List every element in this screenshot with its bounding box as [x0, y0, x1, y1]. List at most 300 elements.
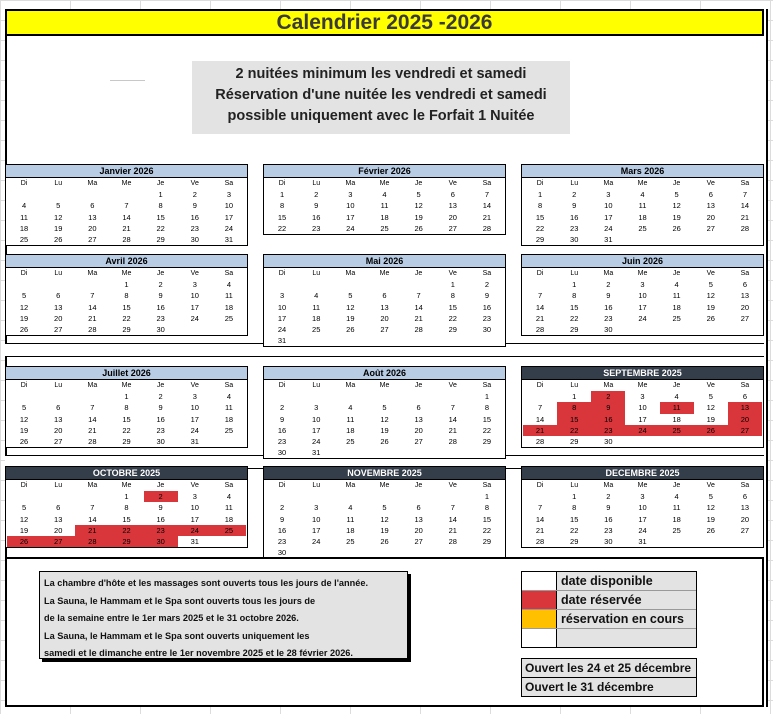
day-cell[interactable]: 24 — [224, 223, 234, 233]
day-cell[interactable]: 27 — [740, 313, 750, 323]
day-cell[interactable]: 16 — [604, 514, 613, 524]
day-cell[interactable]: 10 — [190, 291, 199, 301]
day-cell[interactable]: 24 — [312, 536, 321, 546]
day-cell[interactable]: 29 — [482, 436, 492, 446]
day-cell[interactable]: 9 — [158, 403, 163, 413]
day-cell[interactable]: 25 — [660, 425, 694, 436]
day-cell[interactable]: 14 — [448, 514, 457, 524]
day-cell[interactable]: 26 — [19, 324, 29, 334]
day-cell[interactable]: 6 — [382, 291, 387, 301]
day-cell[interactable]: 8 — [124, 403, 129, 413]
day-cell[interactable]: 14 — [535, 414, 545, 424]
day-cell[interactable]: 9 — [572, 201, 577, 211]
day-cell[interactable]: 21 — [414, 313, 423, 323]
day-cell[interactable]: 21 — [448, 425, 457, 435]
day-cell[interactable]: 25 — [380, 223, 389, 233]
day-cell[interactable]: 20 — [380, 313, 389, 323]
day-cell[interactable]: 16 — [570, 212, 579, 222]
day-cell[interactable]: 17 — [604, 212, 613, 222]
day-cell[interactable]: 22 — [448, 313, 457, 323]
day-cell[interactable]: 27 — [54, 324, 63, 334]
day-cell[interactable]: 22 — [122, 425, 131, 435]
day-cell[interactable]: 11 — [672, 291, 681, 301]
day-cell[interactable]: 11 — [346, 514, 355, 524]
day-cell[interactable]: 5 — [21, 291, 27, 301]
day-cell[interactable]: 5 — [708, 492, 713, 502]
day-cell[interactable]: 20 — [54, 525, 63, 535]
day-cell[interactable]: 9 — [158, 503, 163, 513]
day-cell[interactable]: 2 — [591, 391, 625, 402]
day-cell[interactable]: 6 — [56, 291, 61, 301]
day-cell[interactable]: 27 — [414, 436, 423, 446]
day-cell[interactable]: 28 — [482, 223, 492, 233]
day-cell[interactable]: 21 — [75, 525, 109, 536]
day-cell[interactable]: 10 — [277, 302, 287, 312]
day-cell[interactable]: 18 — [346, 425, 355, 435]
day-cell[interactable]: 6 — [742, 392, 747, 402]
day-cell[interactable]: 22 — [482, 425, 492, 435]
day-cell[interactable]: 27 — [728, 425, 762, 436]
day-cell[interactable]: 25 — [224, 313, 234, 323]
day-cell[interactable]: 14 — [482, 201, 492, 211]
day-cell[interactable]: 7 — [416, 291, 421, 301]
day-cell[interactable]: 23 — [591, 425, 625, 436]
day-cell[interactable]: 4 — [226, 392, 231, 402]
day-cell[interactable]: 26 — [7, 536, 41, 547]
day-cell[interactable]: 7 — [537, 503, 543, 513]
day-cell[interactable]: 22 — [122, 313, 131, 323]
day-cell[interactable]: 30 — [156, 436, 165, 446]
day-cell[interactable]: 18 — [672, 302, 681, 312]
day-cell[interactable]: 21 — [88, 313, 97, 323]
day-cell[interactable]: 22 — [482, 525, 492, 535]
day-cell[interactable]: 20 — [740, 302, 750, 312]
day-cell[interactable]: 25 — [638, 223, 647, 233]
day-cell[interactable]: 29 — [448, 324, 457, 334]
day-cell[interactable]: 9 — [606, 291, 611, 301]
day-cell[interactable]: 17 — [638, 414, 647, 424]
day-cell[interactable]: 3 — [640, 280, 645, 290]
day-cell[interactable]: 9 — [591, 402, 625, 413]
day-cell[interactable]: 4 — [226, 492, 231, 502]
day-cell[interactable]: 25 — [346, 536, 355, 546]
day-cell[interactable]: 19 — [414, 212, 423, 222]
day-cell[interactable]: 27 — [706, 223, 715, 233]
day-cell[interactable]: 15 — [448, 302, 457, 312]
day-cell[interactable]: 6 — [742, 280, 747, 290]
day-cell[interactable]: 12 — [19, 514, 29, 524]
day-cell[interactable]: 4 — [674, 280, 679, 290]
day-cell[interactable]: 9 — [484, 291, 489, 301]
day-cell[interactable]: 2 — [144, 491, 178, 502]
day-cell[interactable]: 25 — [312, 324, 321, 334]
day-cell[interactable]: 5 — [708, 280, 713, 290]
day-cell[interactable]: 19 — [706, 514, 715, 524]
day-cell[interactable]: 23 — [156, 313, 165, 323]
day-cell[interactable]: 17 — [190, 414, 199, 424]
day-cell[interactable]: 20 — [728, 414, 762, 425]
day-cell[interactable]: 23 — [277, 436, 287, 446]
day-cell[interactable]: 25 — [212, 525, 246, 536]
day-cell[interactable]: 29 — [570, 436, 579, 446]
day-cell[interactable]: 24 — [625, 425, 659, 436]
day-cell[interactable]: 23 — [144, 525, 178, 536]
day-cell[interactable]: 28 — [88, 436, 97, 446]
day-cell[interactable]: 5 — [416, 190, 421, 200]
day-cell[interactable]: 9 — [606, 503, 611, 513]
day-cell[interactable]: 17 — [224, 212, 234, 222]
day-cell[interactable]: 12 — [414, 201, 423, 211]
day-cell[interactable]: 6 — [56, 503, 61, 513]
day-cell[interactable]: 6 — [708, 190, 713, 200]
day-cell[interactable]: 30 — [144, 536, 178, 547]
day-cell[interactable]: 18 — [312, 313, 321, 323]
day-cell[interactable]: 10 — [224, 201, 234, 211]
day-cell[interactable]: 3 — [192, 280, 197, 290]
day-cell[interactable]: 6 — [450, 190, 455, 200]
day-cell[interactable]: 29 — [122, 324, 131, 334]
day-cell[interactable]: 27 — [740, 525, 750, 535]
day-cell[interactable]: 4 — [674, 492, 679, 502]
day-cell[interactable]: 30 — [277, 548, 287, 558]
day-cell[interactable]: 5 — [382, 403, 387, 413]
day-cell[interactable]: 24 — [638, 525, 647, 535]
day-cell[interactable]: 28 — [122, 234, 131, 244]
day-cell[interactable]: 11 — [225, 503, 233, 513]
day-cell[interactable]: 1 — [124, 392, 129, 402]
day-cell[interactable]: 18 — [672, 514, 681, 524]
day-cell[interactable]: 13 — [54, 302, 63, 312]
day-cell[interactable]: 8 — [484, 403, 489, 413]
day-cell[interactable]: 6 — [56, 403, 61, 413]
day-cell[interactable]: 13 — [54, 414, 63, 424]
day-cell[interactable]: 8 — [124, 503, 129, 513]
day-cell[interactable]: 10 — [190, 503, 199, 513]
day-cell[interactable]: 18 — [224, 414, 234, 424]
day-cell[interactable]: 22 — [535, 223, 545, 233]
day-cell[interactable]: 14 — [740, 201, 750, 211]
day-cell[interactable]: 1 — [484, 492, 489, 502]
day-cell[interactable]: 10 — [346, 201, 355, 211]
day-cell[interactable]: 19 — [54, 223, 63, 233]
day-cell[interactable]: 8 — [537, 201, 543, 211]
day-cell[interactable]: 25 — [346, 436, 355, 446]
day-cell[interactable]: 12 — [19, 414, 29, 424]
day-cell[interactable]: 28 — [448, 436, 457, 446]
day-cell[interactable]: 19 — [706, 302, 715, 312]
day-cell[interactable]: 15 — [482, 514, 492, 524]
day-cell[interactable]: 24 — [178, 525, 212, 536]
day-cell[interactable]: 16 — [156, 414, 165, 424]
day-cell[interactable]: 4 — [348, 503, 353, 513]
day-cell[interactable]: 31 — [277, 336, 287, 346]
day-cell[interactable]: 16 — [604, 302, 613, 312]
day-cell[interactable]: 8 — [450, 291, 455, 301]
day-cell[interactable]: 16 — [482, 302, 492, 312]
day-cell[interactable]: 21 — [448, 525, 457, 535]
day-cell[interactable]: 2 — [192, 190, 197, 200]
day-cell[interactable]: 7 — [90, 403, 95, 413]
day-cell[interactable]: 14 — [88, 414, 97, 424]
day-cell[interactable]: 13 — [740, 503, 750, 513]
day-cell[interactable]: 3 — [226, 190, 231, 200]
day-cell[interactable]: 26 — [706, 525, 715, 535]
day-cell[interactable]: 21 — [535, 525, 545, 535]
day-cell[interactable]: 18 — [19, 223, 29, 233]
day-cell[interactable]: 3 — [606, 190, 611, 200]
day-cell[interactable]: 30 — [190, 234, 199, 244]
day-cell[interactable]: 30 — [482, 324, 492, 334]
day-cell[interactable]: 11 — [660, 402, 694, 413]
day-cell[interactable]: 22 — [570, 313, 579, 323]
day-cell[interactable]: 26 — [672, 223, 681, 233]
day-cell[interactable]: 12 — [672, 201, 681, 211]
day-cell[interactable]: 23 — [312, 223, 321, 233]
day-cell[interactable]: 17 — [312, 525, 321, 535]
day-cell[interactable]: 25 — [672, 313, 681, 323]
day-cell[interactable]: 11 — [672, 503, 681, 513]
day-cell[interactable]: 14 — [88, 302, 97, 312]
day-cell[interactable]: 26 — [54, 234, 63, 244]
day-cell[interactable]: 6 — [416, 403, 421, 413]
day-cell[interactable]: 13 — [448, 201, 457, 211]
day-cell[interactable]: 28 — [535, 536, 545, 546]
day-cell[interactable]: 30 — [156, 324, 165, 334]
day-cell[interactable]: 29 — [570, 324, 579, 334]
day-cell[interactable]: 24 — [190, 313, 199, 323]
day-cell[interactable]: 31 — [190, 436, 199, 446]
day-cell[interactable]: 11 — [20, 212, 28, 222]
day-cell[interactable]: 20 — [54, 313, 63, 323]
day-cell[interactable]: 2 — [158, 280, 163, 290]
day-cell[interactable]: 7 — [450, 403, 455, 413]
day-cell[interactable]: 13 — [54, 514, 63, 524]
day-cell[interactable]: 1 — [572, 280, 577, 290]
day-cell[interactable]: 12 — [346, 302, 355, 312]
day-cell[interactable]: 7 — [124, 201, 129, 211]
day-cell[interactable]: 5 — [348, 291, 353, 301]
day-cell[interactable]: 30 — [570, 234, 579, 244]
day-cell[interactable]: 17 — [638, 302, 647, 312]
day-cell[interactable]: 11 — [346, 414, 355, 424]
day-cell[interactable]: 17 — [638, 514, 647, 524]
day-cell[interactable]: 6 — [90, 201, 95, 211]
day-cell[interactable]: 18 — [224, 302, 234, 312]
day-cell[interactable]: 29 — [570, 536, 579, 546]
day-cell[interactable]: 1 — [124, 280, 129, 290]
day-cell[interactable]: 1 — [279, 190, 285, 200]
day-cell[interactable]: 9 — [279, 414, 285, 424]
day-cell[interactable]: 3 — [314, 503, 319, 513]
day-cell[interactable]: 15 — [482, 414, 492, 424]
day-cell[interactable]: 4 — [314, 291, 319, 301]
day-cell[interactable]: 3 — [279, 291, 285, 301]
day-cell[interactable]: 18 — [672, 414, 681, 424]
day-cell[interactable]: 3 — [640, 492, 645, 502]
day-cell[interactable]: 17 — [346, 212, 355, 222]
day-cell[interactable]: 15 — [535, 212, 545, 222]
day-cell[interactable]: 13 — [706, 201, 715, 211]
day-cell[interactable]: 15 — [277, 212, 287, 222]
day-cell[interactable]: 24 — [638, 313, 647, 323]
day-cell[interactable]: 1 — [450, 280, 455, 290]
day-cell[interactable]: 28 — [535, 324, 545, 334]
day-cell[interactable]: 19 — [706, 414, 715, 424]
day-cell[interactable]: 19 — [380, 525, 389, 535]
day-cell[interactable]: 10 — [638, 291, 647, 301]
day-cell[interactable]: 31 — [190, 536, 199, 546]
day-cell[interactable]: 18 — [638, 212, 647, 222]
day-cell[interactable]: 14 — [448, 414, 457, 424]
day-cell[interactable]: 19 — [19, 425, 29, 435]
day-cell[interactable]: 2 — [606, 280, 611, 290]
day-cell[interactable]: 22 — [156, 223, 165, 233]
day-cell[interactable]: 17 — [190, 514, 199, 524]
day-cell[interactable]: 26 — [380, 436, 389, 446]
day-cell[interactable]: 31 — [224, 234, 234, 244]
day-cell[interactable]: 20 — [414, 425, 423, 435]
day-cell[interactable]: 11 — [638, 201, 647, 211]
day-cell[interactable]: 1 — [484, 392, 489, 402]
day-cell[interactable]: 29 — [109, 536, 143, 547]
day-cell[interactable]: 4 — [226, 280, 231, 290]
day-cell[interactable]: 2 — [606, 492, 611, 502]
day-cell[interactable]: 3 — [192, 392, 197, 402]
day-cell[interactable]: 2 — [279, 503, 285, 513]
day-cell[interactable]: 23 — [190, 223, 199, 233]
day-cell[interactable]: 4 — [21, 201, 27, 211]
day-cell[interactable]: 3 — [192, 492, 197, 502]
day-cell[interactable]: 6 — [416, 503, 421, 513]
day-cell[interactable]: 14 — [535, 302, 545, 312]
day-cell[interactable]: 26 — [19, 436, 29, 446]
day-cell[interactable]: 8 — [124, 291, 129, 301]
day-cell[interactable]: 2 — [279, 403, 285, 413]
day-cell[interactable]: 7 — [450, 503, 455, 513]
day-cell[interactable]: 2 — [314, 190, 319, 200]
day-cell[interactable]: 9 — [192, 201, 197, 211]
day-cell[interactable]: 5 — [21, 403, 27, 413]
day-cell[interactable]: 14 — [122, 212, 131, 222]
day-cell[interactable]: 20 — [88, 223, 97, 233]
day-cell[interactable]: 23 — [156, 425, 165, 435]
day-cell[interactable]: 28 — [740, 223, 750, 233]
day-cell[interactable]: 29 — [535, 234, 545, 244]
day-cell[interactable]: 3 — [314, 403, 319, 413]
day-cell[interactable]: 29 — [482, 536, 492, 546]
day-cell[interactable]: 8 — [484, 503, 489, 513]
day-cell[interactable]: 13 — [414, 514, 423, 524]
day-cell[interactable]: 13 — [380, 302, 389, 312]
day-cell[interactable]: 21 — [482, 212, 492, 222]
day-cell[interactable]: 27 — [54, 436, 63, 446]
day-cell[interactable]: 19 — [346, 313, 355, 323]
day-cell[interactable]: 13 — [88, 212, 97, 222]
day-cell[interactable]: 23 — [604, 313, 613, 323]
day-cell[interactable]: 22 — [277, 223, 287, 233]
day-cell[interactable]: 2 — [158, 392, 163, 402]
day-cell[interactable]: 10 — [638, 403, 647, 413]
day-cell[interactable]: 12 — [19, 302, 29, 312]
day-cell[interactable]: 27 — [88, 234, 97, 244]
day-cell[interactable]: 1 — [572, 492, 577, 502]
day-cell[interactable]: 13 — [740, 291, 750, 301]
day-cell[interactable]: 5 — [56, 201, 61, 211]
day-cell[interactable]: 24 — [277, 324, 287, 334]
day-cell[interactable]: 28 — [88, 324, 97, 334]
day-cell[interactable]: 4 — [674, 392, 679, 402]
day-cell[interactable]: 19 — [19, 313, 29, 323]
day-cell[interactable]: 26 — [414, 223, 423, 233]
day-cell[interactable]: 25 — [224, 425, 234, 435]
day-cell[interactable]: 2 — [572, 190, 577, 200]
day-cell[interactable]: 11 — [225, 291, 233, 301]
day-cell[interactable]: 10 — [190, 403, 199, 413]
day-cell[interactable]: 16 — [156, 514, 165, 524]
day-cell[interactable]: 21 — [88, 425, 97, 435]
day-cell[interactable]: 7 — [484, 190, 489, 200]
day-cell[interactable]: 30 — [277, 448, 287, 458]
day-cell[interactable]: 8 — [557, 402, 591, 413]
day-cell[interactable]: 1 — [158, 190, 163, 200]
day-cell[interactable]: 4 — [348, 403, 353, 413]
day-cell[interactable]: 21 — [535, 313, 545, 323]
day-cell[interactable]: 24 — [190, 425, 199, 435]
day-cell[interactable]: 3 — [640, 392, 645, 402]
day-cell[interactable]: 22 — [557, 425, 591, 436]
day-cell[interactable]: 26 — [380, 536, 389, 546]
day-cell[interactable]: 10 — [312, 414, 321, 424]
day-cell[interactable]: 16 — [156, 302, 165, 312]
day-cell[interactable]: 23 — [604, 525, 613, 535]
day-cell[interactable]: 9 — [314, 201, 319, 211]
day-cell[interactable]: 24 — [312, 436, 321, 446]
day-cell[interactable]: 27 — [414, 536, 423, 546]
day-cell[interactable]: 8 — [572, 503, 577, 513]
day-cell[interactable]: 28 — [448, 536, 457, 546]
day-cell[interactable]: 20 — [706, 212, 715, 222]
day-cell[interactable]: 11 — [225, 403, 233, 413]
day-cell[interactable]: 20 — [54, 425, 63, 435]
day-cell[interactable]: 8 — [279, 201, 285, 211]
day-cell[interactable]: 30 — [604, 436, 613, 446]
day-cell[interactable]: 4 — [382, 190, 387, 200]
day-cell[interactable]: 17 — [190, 302, 199, 312]
day-cell[interactable]: 1 — [124, 492, 129, 502]
day-cell[interactable]: 16 — [277, 525, 287, 535]
day-cell[interactable]: 5 — [708, 392, 713, 402]
day-cell[interactable]: 13 — [728, 402, 762, 413]
day-cell[interactable]: 5 — [674, 190, 679, 200]
day-cell[interactable]: 1 — [572, 392, 577, 402]
day-cell[interactable]: 12 — [706, 403, 715, 413]
day-cell[interactable]: 30 — [604, 324, 613, 334]
day-cell[interactable]: 8 — [158, 201, 163, 211]
day-cell[interactable]: 29 — [156, 234, 165, 244]
day-cell[interactable]: 15 — [122, 414, 131, 424]
day-cell[interactable]: 25 — [672, 525, 681, 535]
day-cell[interactable]: 4 — [640, 190, 645, 200]
day-cell[interactable]: 23 — [277, 536, 287, 546]
day-cell[interactable]: 16 — [190, 212, 199, 222]
day-cell[interactable]: 15 — [156, 212, 165, 222]
day-cell[interactable]: 10 — [604, 201, 613, 211]
day-cell[interactable]: 25 — [19, 234, 29, 244]
day-cell[interactable]: 20 — [740, 514, 750, 524]
day-cell[interactable]: 20 — [414, 525, 423, 535]
day-cell[interactable]: 14 — [414, 302, 423, 312]
day-cell[interactable]: 19 — [19, 525, 29, 535]
